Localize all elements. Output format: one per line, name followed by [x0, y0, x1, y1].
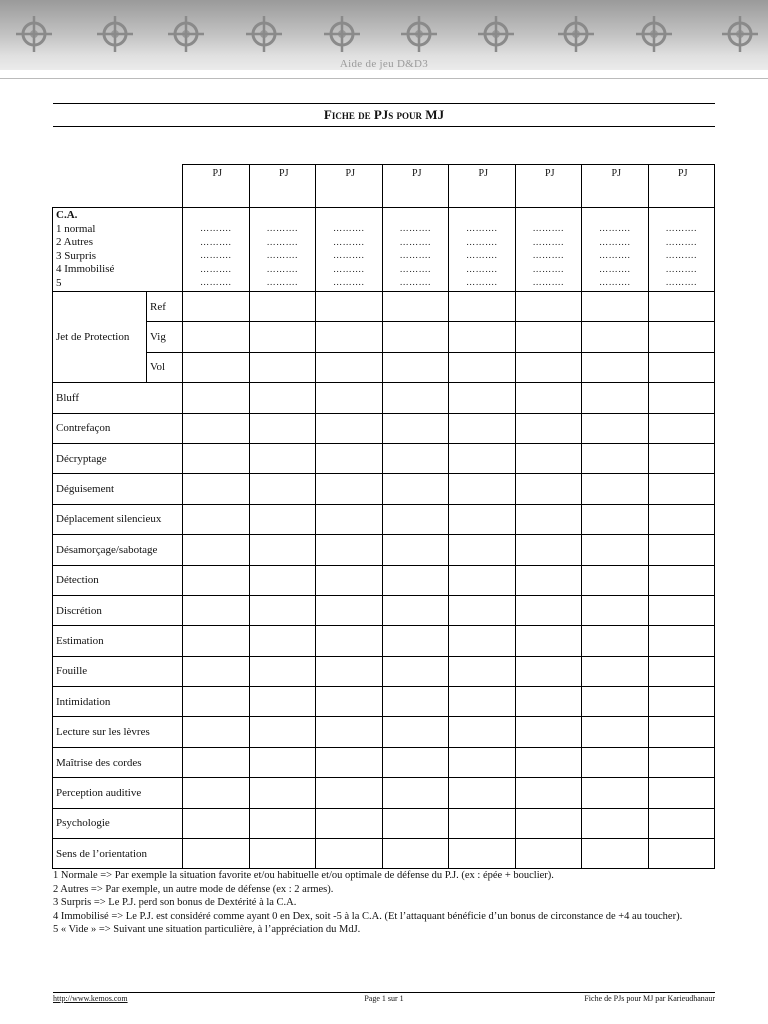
skill-12-pj3-cell[interactable]: [316, 717, 383, 747]
ca-title: C.A.: [56, 209, 78, 221]
skill-label: Lecture sur les lèvres: [53, 717, 183, 747]
skill-15-pj8-cell[interactable]: [648, 808, 715, 838]
skill-9-pj8-cell[interactable]: [648, 626, 715, 656]
crosshair-emblem-icon: [399, 14, 439, 54]
save-vol-pj3-cell[interactable]: [316, 352, 383, 382]
skill-3-pj4-cell[interactable]: [382, 443, 449, 473]
skill-10-pj2-cell[interactable]: [249, 656, 316, 686]
ca-row: [53, 208, 715, 292]
save-label: Vig: [147, 322, 183, 352]
save-ref-pj2-cell[interactable]: [249, 292, 316, 322]
banner-rule: [0, 78, 768, 79]
skill-row: [53, 565, 715, 595]
skill-16-pj5-cell[interactable]: [449, 839, 516, 869]
ca-dot-line: ……….: [333, 277, 365, 287]
save-vig-pj7-cell[interactable]: [582, 322, 649, 352]
ca-line: 1 normal: [56, 222, 96, 235]
skill-2-pj2-cell[interactable]: [249, 413, 316, 443]
skill-label: Maîtrise des cordes: [53, 747, 183, 777]
skill-1-pj1-cell[interactable]: [183, 383, 250, 413]
skill-1-pj4-cell[interactable]: [382, 383, 449, 413]
skill-14-pj4-cell[interactable]: [382, 778, 449, 808]
skill-10-pj6-cell[interactable]: [515, 656, 582, 686]
skill-9-pj3-cell[interactable]: [316, 626, 383, 656]
skill-7-pj1-cell[interactable]: [183, 565, 250, 595]
ca-dot-line: ……….: [266, 277, 298, 287]
pj-column-header[interactable]: PJ: [582, 165, 649, 208]
crosshair-emblem-icon: [95, 14, 135, 54]
crosshair-emblem-icon: [14, 14, 54, 54]
skill-12-pj6-cell[interactable]: [515, 717, 582, 747]
skill-label: Psychologie: [53, 808, 183, 838]
skill-label: Perception auditive: [53, 778, 183, 808]
note-5: 5 « Vide » => Suivant une situation particulière, à l’appréciation du MdJ.: [53, 924, 361, 935]
skill-4-pj8-cell[interactable]: [648, 474, 715, 504]
skill-14-pj2-cell[interactable]: [249, 778, 316, 808]
ca-dot-line: ……….: [399, 250, 431, 260]
skill-1-pj3-cell[interactable]: [316, 383, 383, 413]
save-vig-pj3-cell[interactable]: [316, 322, 383, 352]
saves-group-label: Jet de Protection: [53, 292, 147, 383]
skill-11-pj4-cell[interactable]: [382, 687, 449, 717]
skill-3-pj7-cell[interactable]: [582, 443, 649, 473]
ca-dot-line: ……….: [532, 277, 564, 287]
skill-2-pj8-cell[interactable]: [648, 413, 715, 443]
crosshair-emblem-icon: [634, 14, 674, 54]
skill-10-pj5-cell[interactable]: [449, 656, 516, 686]
save-vig-pj6-cell[interactable]: [515, 322, 582, 352]
save-ref-pj8-cell[interactable]: [648, 292, 715, 322]
skill-6-pj3-cell[interactable]: [316, 535, 383, 565]
ca-dot-line: ……….: [599, 250, 631, 260]
skill-16-pj2-cell[interactable]: [249, 839, 316, 869]
skill-6-pj2-cell[interactable]: [249, 535, 316, 565]
skill-12-pj7-cell[interactable]: [582, 717, 649, 747]
pj-column-header[interactable]: PJ: [382, 165, 449, 208]
save-ref-pj3-cell[interactable]: [316, 292, 383, 322]
skill-14-pj3-cell[interactable]: [316, 778, 383, 808]
skill-12-pj8-cell[interactable]: [648, 717, 715, 747]
skill-6-pj8-cell[interactable]: [648, 535, 715, 565]
page-title: Fiche de PJs pour MJ: [53, 103, 715, 127]
skill-label: Déplacement silencieux: [53, 504, 183, 534]
pj-column-header[interactable]: PJ: [316, 165, 383, 208]
footer-credit: Fiche de PJs pour MJ par Karieudhanaur: [584, 994, 715, 1003]
ca-dot-line: ……….: [200, 263, 232, 274]
ca-dot-line: ……….: [466, 277, 498, 287]
skill-8-pj1-cell[interactable]: [183, 595, 250, 625]
skill-2-pj6-cell[interactable]: [515, 413, 582, 443]
skill-16-pj7-cell[interactable]: [582, 839, 649, 869]
save-label: Ref: [147, 292, 183, 322]
skill-2-pj5-cell[interactable]: [449, 413, 516, 443]
skill-9-pj4-cell[interactable]: [382, 626, 449, 656]
skill-5-pj7-cell[interactable]: [582, 504, 649, 534]
skill-label: Estimation: [53, 626, 183, 656]
skill-15-pj7-cell[interactable]: [582, 808, 649, 838]
skill-row: [53, 535, 715, 565]
skill-6-pj4-cell[interactable]: [382, 535, 449, 565]
skill-15-pj6-cell[interactable]: [515, 808, 582, 838]
skill-16-pj3-cell[interactable]: [316, 839, 383, 869]
ca-pj8-cell[interactable]: [648, 208, 715, 292]
ca-line: 2 Autres: [56, 236, 93, 248]
save-vol-pj2-cell[interactable]: [249, 352, 316, 382]
skill-8-pj4-cell[interactable]: [382, 595, 449, 625]
skill-3-pj6-cell[interactable]: [515, 443, 582, 473]
skill-16-pj8-cell[interactable]: [648, 839, 715, 869]
ca-pj2-cell[interactable]: [249, 208, 316, 292]
skill-4-pj1-cell[interactable]: [183, 474, 250, 504]
skill-2-pj3-cell[interactable]: [316, 413, 383, 443]
skill-row: [53, 383, 715, 413]
skill-4-pj6-cell[interactable]: [515, 474, 582, 504]
crosshair-emblem-icon: [720, 14, 760, 54]
skill-label: Discrétion: [53, 595, 183, 625]
ca-dot-line: ……….: [466, 263, 498, 274]
skill-9-pj5-cell[interactable]: [449, 626, 516, 656]
ca-dot-line: ……….: [466, 236, 498, 247]
skill-5-pj1-cell[interactable]: [183, 504, 250, 534]
skill-row: [53, 474, 715, 504]
skill-13-pj8-cell[interactable]: [648, 747, 715, 777]
ca-dot-line: ……….: [665, 236, 697, 247]
skill-9-pj1-cell[interactable]: [183, 626, 250, 656]
skill-8-pj6-cell[interactable]: [515, 595, 582, 625]
skill-12-pj1-cell[interactable]: [183, 717, 250, 747]
save-row: [53, 352, 715, 382]
skill-6-pj6-cell[interactable]: [515, 535, 582, 565]
skill-3-pj3-cell[interactable]: [316, 443, 383, 473]
skill-8-pj5-cell[interactable]: [449, 595, 516, 625]
skill-5-pj2-cell[interactable]: [249, 504, 316, 534]
note-1: 1 Normale => Par exemple la situation favorite et/ou habituelle et/ou optimale de défense du P.J. (ex : épée + bouclier).: [53, 870, 554, 881]
ca-dot-line: ……….: [399, 223, 431, 233]
skill-13-pj6-cell[interactable]: [515, 747, 582, 777]
skill-9-pj6-cell[interactable]: [515, 626, 582, 656]
crosshair-emblem-icon: [556, 14, 596, 54]
skill-11-pj1-cell[interactable]: [183, 687, 250, 717]
skill-3-pj2-cell[interactable]: [249, 443, 316, 473]
skill-11-pj2-cell[interactable]: [249, 687, 316, 717]
skill-7-pj7-cell[interactable]: [582, 565, 649, 595]
save-vig-pj1-cell[interactable]: [183, 322, 250, 352]
save-vol-pj5-cell[interactable]: [449, 352, 516, 382]
skill-2-pj1-cell[interactable]: [183, 413, 250, 443]
ca-dot-line: ……….: [333, 263, 365, 274]
skill-13-pj7-cell[interactable]: [582, 747, 649, 777]
ca-dot-line: ……….: [399, 236, 431, 247]
ca-dot-line: ……….: [599, 263, 631, 274]
ca-dot-line: ……….: [665, 250, 697, 260]
skill-5-pj6-cell[interactable]: [515, 504, 582, 534]
skill-13-pj2-cell[interactable]: [249, 747, 316, 777]
ca-label-cell: [53, 208, 183, 292]
pj-column-header[interactable]: PJ: [449, 165, 516, 208]
ca-dot-line: ……….: [266, 223, 298, 233]
skill-7-pj4-cell[interactable]: [382, 565, 449, 595]
skill-label: Intimidation: [53, 687, 183, 717]
skill-15-pj2-cell[interactable]: [249, 808, 316, 838]
skill-10-pj1-cell[interactable]: [183, 656, 250, 686]
skill-row: [53, 626, 715, 656]
skill-10-pj3-cell[interactable]: [316, 656, 383, 686]
skill-label: Détection: [53, 565, 183, 595]
skill-7-pj2-cell[interactable]: [249, 565, 316, 595]
pj-column-header[interactable]: PJ: [183, 165, 250, 208]
skill-15-pj4-cell[interactable]: [382, 808, 449, 838]
skill-row: [53, 413, 715, 443]
ca-pj5-cell[interactable]: [449, 208, 516, 292]
ca-dot-line: ……….: [266, 250, 298, 260]
ca-dot-line: ……….: [599, 223, 631, 233]
ca-dot-line: ……….: [665, 223, 697, 233]
skill-5-pj8-cell[interactable]: [648, 504, 715, 534]
skill-14-pj6-cell[interactable]: [515, 778, 582, 808]
skill-12-pj5-cell[interactable]: [449, 717, 516, 747]
notes-section: [53, 869, 715, 937]
ca-dot-line: ……….: [532, 250, 564, 260]
skill-14-pj5-cell[interactable]: [449, 778, 516, 808]
skill-5-pj4-cell[interactable]: [382, 504, 449, 534]
skill-6-pj5-cell[interactable]: [449, 535, 516, 565]
save-ref-pj5-cell[interactable]: [449, 292, 516, 322]
save-vig-pj5-cell[interactable]: [449, 322, 516, 352]
skill-14-pj1-cell[interactable]: [183, 778, 250, 808]
page-footer: [53, 992, 715, 1006]
ca-dot-line: ……….: [532, 263, 564, 274]
skill-row: [53, 808, 715, 838]
ca-line: 5: [56, 276, 62, 289]
skill-label: Fouille: [53, 656, 183, 686]
skill-4-pj4-cell[interactable]: [382, 474, 449, 504]
skill-4-pj7-cell[interactable]: [582, 474, 649, 504]
skill-4-pj2-cell[interactable]: [249, 474, 316, 504]
save-ref-pj7-cell[interactable]: [582, 292, 649, 322]
ca-dot-line: ……….: [333, 223, 365, 233]
skill-13-pj4-cell[interactable]: [382, 747, 449, 777]
ca-dot-line: ……….: [532, 223, 564, 233]
crosshair-emblem-icon: [166, 14, 206, 54]
ca-pj3-cell[interactable]: [316, 208, 383, 292]
skill-11-pj6-cell[interactable]: [515, 687, 582, 717]
skill-3-pj1-cell[interactable]: [183, 443, 250, 473]
skill-row: [53, 687, 715, 717]
pj-column-header[interactable]: PJ: [648, 165, 715, 208]
save-vol-pj6-cell[interactable]: [515, 352, 582, 382]
skill-11-pj5-cell[interactable]: [449, 687, 516, 717]
skill-5-pj5-cell[interactable]: [449, 504, 516, 534]
skill-8-pj7-cell[interactable]: [582, 595, 649, 625]
corner-cell: [53, 165, 183, 208]
skill-7-pj8-cell[interactable]: [648, 565, 715, 595]
skill-13-pj3-cell[interactable]: [316, 747, 383, 777]
save-vig-pj2-cell[interactable]: [249, 322, 316, 352]
ca-dot-line: ……….: [266, 236, 298, 247]
save-vol-pj1-cell[interactable]: [183, 352, 250, 382]
banner-caption: Aide de jeu D&D3: [339, 58, 429, 70]
note-3: 3 Surpris => Le P.J. perd son bonus de Dextérité à la C.A.: [53, 897, 297, 908]
ca-dot-line: ……….: [399, 277, 431, 287]
ca-dot-line: ……….: [466, 250, 498, 260]
skill-8-pj8-cell[interactable]: [648, 595, 715, 625]
skill-11-pj7-cell[interactable]: [582, 687, 649, 717]
skill-10-pj4-cell[interactable]: [382, 656, 449, 686]
skill-row: [53, 747, 715, 777]
save-row: [53, 292, 715, 322]
save-label: Vol: [147, 352, 183, 382]
skill-13-pj1-cell[interactable]: [183, 747, 250, 777]
ca-dot-line: ……….: [266, 263, 298, 274]
skill-9-pj2-cell[interactable]: [249, 626, 316, 656]
skill-16-pj4-cell[interactable]: [382, 839, 449, 869]
skill-label: Déguisement: [53, 474, 183, 504]
skill-3-pj8-cell[interactable]: [648, 443, 715, 473]
ca-dot-line: ……….: [200, 277, 232, 287]
save-ref-pj1-cell[interactable]: [183, 292, 250, 322]
skill-row: [53, 443, 715, 473]
skill-label: Sens de l’orientation: [53, 839, 183, 869]
ca-dot-line: ……….: [399, 263, 431, 274]
ca-dot-line: ……….: [665, 277, 697, 287]
skill-11-pj8-cell[interactable]: [648, 687, 715, 717]
skill-15-pj1-cell[interactable]: [183, 808, 250, 838]
ca-dot-line: ……….: [200, 250, 232, 260]
ca-pj7-cell[interactable]: [582, 208, 649, 292]
skill-7-pj3-cell[interactable]: [316, 565, 383, 595]
skill-row: [53, 504, 715, 534]
skill-row: [53, 595, 715, 625]
ca-dot-line: ……….: [466, 223, 498, 233]
skill-12-pj4-cell[interactable]: [382, 717, 449, 747]
skill-16-pj1-cell[interactable]: [183, 839, 250, 869]
save-vol-pj7-cell[interactable]: [582, 352, 649, 382]
footer-page-number: Page 1 sur 1: [364, 994, 404, 1003]
skill-16-pj6-cell[interactable]: [515, 839, 582, 869]
note-2: 2 Autres => Par exemple, un autre mode de défense (ex : 2 armes).: [53, 883, 334, 895]
skill-label: Bluff: [53, 383, 183, 413]
ca-pj4-cell[interactable]: [382, 208, 449, 292]
skill-3-pj5-cell[interactable]: [449, 443, 516, 473]
ca-dot-line: ……….: [665, 263, 697, 274]
skill-12-pj2-cell[interactable]: [249, 717, 316, 747]
skill-7-pj6-cell[interactable]: [515, 565, 582, 595]
skill-1-pj2-cell[interactable]: [249, 383, 316, 413]
ca-dot-line: ……….: [599, 277, 631, 287]
skill-13-pj5-cell[interactable]: [449, 747, 516, 777]
skill-10-pj8-cell[interactable]: [648, 656, 715, 686]
pj-column-header[interactable]: PJ: [249, 165, 316, 208]
skill-15-pj3-cell[interactable]: [316, 808, 383, 838]
skill-14-pj7-cell[interactable]: [582, 778, 649, 808]
ca-line: 3 Surpris: [56, 249, 97, 262]
skill-2-pj7-cell[interactable]: [582, 413, 649, 443]
skill-1-pj7-cell[interactable]: [582, 383, 649, 413]
skill-5-pj3-cell[interactable]: [316, 504, 383, 534]
skill-1-pj6-cell[interactable]: [515, 383, 582, 413]
skill-8-pj3-cell[interactable]: [316, 595, 383, 625]
skill-row: [53, 656, 715, 686]
save-row: [53, 322, 715, 352]
ca-dot-line: ……….: [333, 250, 365, 260]
skill-9-pj7-cell[interactable]: [582, 626, 649, 656]
skill-4-pj5-cell[interactable]: [449, 474, 516, 504]
crosshair-emblem-icon: [322, 14, 362, 54]
crosshair-emblem-icon: [476, 14, 516, 54]
skill-row: [53, 839, 715, 869]
skill-1-pj8-cell[interactable]: [648, 383, 715, 413]
skill-2-pj4-cell[interactable]: [382, 413, 449, 443]
skill-label: Contrefaçon: [53, 413, 183, 443]
ca-dot-line: ……….: [532, 236, 564, 247]
skill-label: Décryptage: [53, 443, 183, 473]
skill-4-pj3-cell[interactable]: [316, 474, 383, 504]
skill-6-pj7-cell[interactable]: [582, 535, 649, 565]
skill-14-pj8-cell[interactable]: [648, 778, 715, 808]
ca-dot-line: ……….: [200, 236, 232, 247]
skill-10-pj7-cell[interactable]: [582, 656, 649, 686]
ca-line: 4 Immobilisé: [56, 263, 115, 275]
header-banner: [0, 0, 768, 80]
crosshair-emblem-icon: [244, 14, 284, 54]
skill-7-pj5-cell[interactable]: [449, 565, 516, 595]
footer-link[interactable]: http://www.kemos.com: [53, 994, 128, 1003]
ca-pj1-cell[interactable]: [183, 208, 250, 292]
skill-row: [53, 717, 715, 747]
note-4: 4 Immobilisé => Le P.J. est considéré comme ayant 0 en Dex, soit -5 à la C.A. (Et l’attaquant bénéficie d’un bonus de circonstance de +4 au toucher).: [53, 910, 683, 922]
pj-column-header[interactable]: PJ: [515, 165, 582, 208]
skill-8-pj2-cell[interactable]: [249, 595, 316, 625]
skill-15-pj5-cell[interactable]: [449, 808, 516, 838]
ca-dot-line: ……….: [200, 223, 232, 233]
save-vig-pj8-cell[interactable]: [648, 322, 715, 352]
save-ref-pj6-cell[interactable]: [515, 292, 582, 322]
skill-label: Désamorçage/sabotage: [53, 535, 183, 565]
skill-1-pj5-cell[interactable]: [449, 383, 516, 413]
ca-pj6-cell[interactable]: [515, 208, 582, 292]
ca-dot-line: ……….: [333, 236, 365, 247]
skill-11-pj3-cell[interactable]: [316, 687, 383, 717]
header-row: [53, 165, 715, 208]
save-ref-pj4-cell[interactable]: [382, 292, 449, 322]
ca-dot-line: ……….: [599, 236, 631, 247]
skill-row: [53, 778, 715, 808]
save-vol-pj4-cell[interactable]: [382, 352, 449, 382]
character-sheet-table: [52, 164, 715, 869]
skill-6-pj1-cell[interactable]: [183, 535, 250, 565]
save-vig-pj4-cell[interactable]: [382, 322, 449, 352]
save-vol-pj8-cell[interactable]: [648, 352, 715, 382]
